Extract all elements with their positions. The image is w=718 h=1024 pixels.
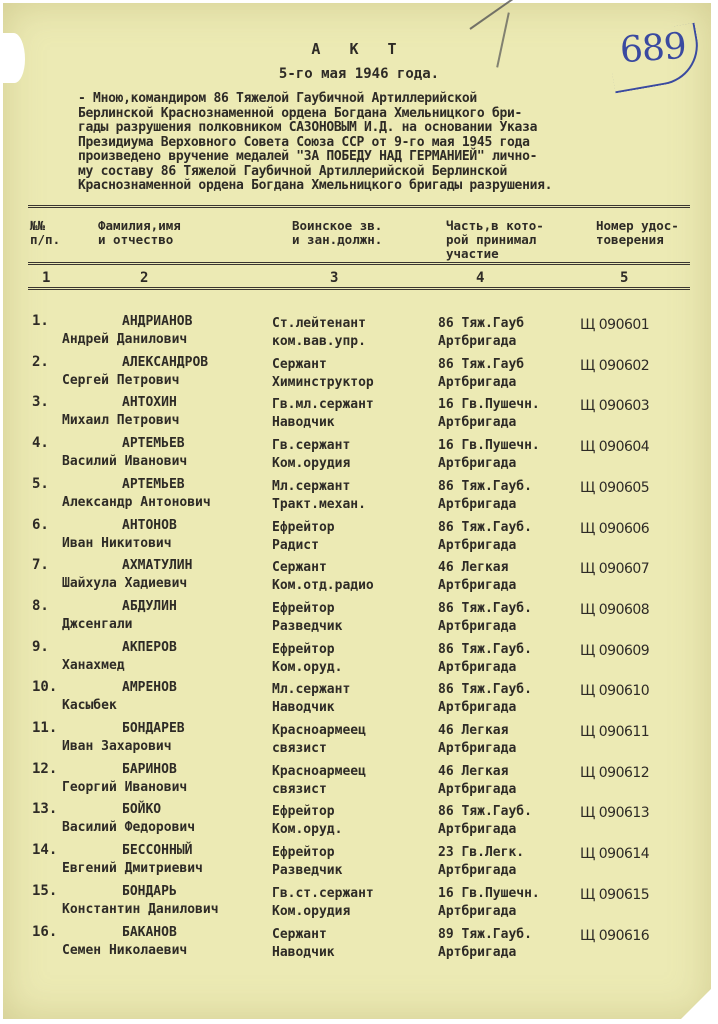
intro-line: произведено вручение медалей "ЗА ПОБЕДУ НАД ГЕРМАНИЕЙ" личнo- (78, 149, 538, 164)
position: Радист (272, 537, 319, 553)
archive-number: 689 (618, 25, 688, 72)
unit-name: 89 Тяж.Гауб. (438, 926, 532, 942)
surname: АБДУЛИН (122, 598, 177, 614)
first-and-patronymic-name: Шайхула Хадиевич (62, 576, 188, 592)
column-number: 4 (476, 270, 485, 286)
unit-name: 16 Гв.Пушечн. (438, 438, 540, 454)
first-and-patronymic-name: Сергей Петрович (62, 372, 180, 388)
intro-line: Берлинской Краснознаменной ордена Богдана Хмельницкого бри- (78, 105, 523, 121)
column-number: 1 (42, 270, 51, 286)
surname: АНТОНОВ (122, 517, 177, 533)
unit-type: Артбригада (438, 374, 517, 390)
position: ком.вав.упр. (272, 334, 366, 349)
table-row (0, 353, 718, 393)
military-rank: Мл.сержант (272, 478, 351, 494)
row-number: 12. (32, 760, 58, 777)
row-number: 15. (32, 882, 58, 899)
certificate-number: Щ 090609 (580, 642, 650, 659)
document-date: 5-го мая 1946 года. (278, 66, 440, 82)
first-and-patronymic-name: Александр Антонович (62, 494, 211, 510)
surname: АМРЕНОВ (122, 680, 177, 696)
certificate-number: Щ 090616 (580, 927, 650, 944)
header-number: №№ п/п. (30, 218, 61, 247)
military-rank: Красноармеец (272, 763, 366, 779)
military-rank: Сержант (272, 560, 327, 576)
surname: АЛЕКСАНДРОВ (122, 354, 209, 370)
first-and-patronymic-name: Василий Иванович (62, 454, 188, 470)
table-row (0, 393, 718, 433)
row-number: 8. (32, 597, 49, 614)
table-top-rule (28, 205, 690, 208)
certificate-number: Щ 090615 (580, 886, 650, 903)
position: связист (272, 741, 327, 756)
certificate-number: Щ 090611 (580, 724, 650, 740)
certificate-number: Щ 090612 (580, 764, 650, 781)
header-certificate: Номер удос- товерения (596, 218, 679, 247)
position: Наводчик (272, 415, 335, 431)
unit-name: 86 Тяж.Гауб. (438, 682, 532, 698)
unit-type: Артбригада (438, 456, 517, 472)
military-rank: Красноармеец (272, 723, 366, 738)
table-row (0, 678, 718, 718)
unit-name: 86 Тяж.Гауб. (438, 478, 532, 494)
paper-corner-fold (681, 989, 711, 1019)
unit-type: Артбригада (438, 334, 517, 349)
header-unit: Часть,в кото- рой принимал участие (446, 218, 544, 261)
certificate-number: Щ 090603 (580, 398, 650, 415)
unit-type: Артбригада (438, 700, 517, 716)
row-number: 1. (32, 313, 49, 329)
row-number: 14. (32, 842, 58, 859)
intro-line: Краснознаменной ордена Богдана Хмельницкого бригады разрушения. (78, 178, 553, 193)
header-rank: Воинское зв. и зан.должн. (292, 218, 383, 247)
first-and-patronymic-name: Джсенгали (62, 616, 133, 632)
military-rank: Ефрейтор (272, 641, 335, 657)
unit-name: 86 Тяж.Гауб. (438, 519, 532, 535)
surname: БАКАНОВ (122, 924, 177, 940)
table-row (0, 882, 718, 922)
row-number: 16. (32, 923, 58, 940)
column-number: 3 (330, 270, 339, 286)
military-rank: Сержант (272, 356, 327, 372)
first-and-patronymic-name: Михаил Петрович (62, 413, 180, 429)
unit-name: 46 Легкая (438, 560, 509, 576)
unit-type: Артбригада (438, 903, 517, 919)
column-number-rule (28, 287, 690, 290)
document-title: А К Т (311, 40, 407, 58)
unit-name: 86 Тяж.Гауб (438, 356, 525, 372)
unit-name: 23 Гв.Легк. (438, 845, 525, 861)
first-and-patronymic-name: Евгений Дмитриевич (62, 861, 203, 877)
unit-name: 86 Тяж.Гауб. (438, 804, 532, 820)
military-rank: Гв.ст.сержант (272, 885, 374, 901)
military-rank: Мл.сержант (272, 682, 351, 698)
row-number: 5. (32, 475, 49, 492)
row-number: 13. (32, 801, 58, 818)
row-number: 11. (32, 720, 58, 736)
table-row (0, 800, 718, 840)
position: Наводчик (272, 700, 335, 716)
surname: АНТОХИН (122, 395, 177, 411)
first-and-patronymic-name: Касыбек (62, 698, 117, 714)
unit-name: 16 Гв.Пушечн. (438, 885, 540, 901)
intro-line: - Мною,командиром 86 Тяжелой Гаубичной Артиллерийской (78, 91, 477, 106)
intro-line: гады разрушения полковником САЗОНОВЫМ И.Д. на основании Указа (78, 120, 538, 135)
first-and-patronymic-name: Ханахмед (62, 657, 125, 673)
unit-name: 46 Легкая (438, 723, 509, 738)
position: Ком.орудия (272, 456, 351, 472)
table-row (0, 597, 718, 637)
military-rank: Ефрейтор (272, 804, 335, 820)
row-number: 3. (32, 394, 49, 411)
surname: АНДРИАНОВ (122, 314, 193, 329)
row-number: 4. (32, 435, 49, 452)
first-and-patronymic-name: Василий Федорович (62, 820, 196, 836)
unit-name: 86 Тяж.Гауб (438, 316, 525, 331)
surname: АХМАТУЛИН (122, 558, 193, 574)
surname: АКПЕРОВ (122, 639, 177, 655)
military-rank: Ефрейтор (272, 845, 335, 861)
military-rank: Гв.сержант (272, 438, 351, 454)
row-number: 9. (32, 638, 49, 655)
certificate-number: Щ 090606 (580, 520, 650, 537)
table-row (0, 719, 718, 759)
row-number: 7. (32, 557, 49, 574)
table-row (0, 923, 718, 963)
position: Химинструктор (272, 374, 374, 390)
military-rank: Ефрейтор (272, 519, 335, 535)
row-number: 2. (32, 353, 49, 370)
unit-type: Артбригада (438, 944, 517, 960)
unit-type: Артбригада (438, 496, 517, 512)
header-name: Фамилия,имя и отчество (98, 218, 181, 247)
surname: БОНДАРЕВ (122, 721, 185, 736)
surname: АРТЕМЬЕВ (122, 476, 185, 492)
first-and-patronymic-name: Иван Захарович (62, 739, 172, 754)
first-and-patronymic-name: Семен Николаевич (62, 942, 188, 958)
certificate-number: Щ 090601 (580, 317, 650, 333)
column-number: 5 (620, 270, 629, 286)
first-and-patronymic-name: Георгий Иванович (62, 779, 188, 795)
intro-paragraph (78, 92, 690, 194)
certificate-number: Щ 090605 (580, 479, 650, 496)
certificate-number: Щ 090607 (580, 561, 650, 578)
surname: АРТЕМЬЕВ (122, 436, 185, 452)
certificate-number: Щ 090602 (580, 357, 650, 374)
unit-type: Артбригада (438, 415, 517, 431)
military-rank: Сержант (272, 926, 327, 942)
position: Ком.орудия (272, 903, 351, 919)
table-row (0, 312, 718, 352)
position: Разведчик (272, 618, 343, 634)
table-row (0, 475, 718, 515)
surname: БОЙКО (122, 802, 162, 818)
certificate-number: Щ 090604 (580, 439, 650, 456)
row-number: 10. (32, 679, 58, 696)
first-and-patronymic-name: Андрей Данилович (62, 332, 188, 347)
unit-type: Артбригада (438, 659, 517, 675)
first-and-patronymic-name: Константин Данилович (62, 901, 219, 917)
unit-name: 16 Гв.Пушечн. (438, 397, 540, 413)
certificate-number: Щ 090610 (580, 683, 650, 700)
unit-type: Артбригада (438, 578, 517, 594)
position: Тракт.механ. (272, 496, 366, 512)
position: Наводчик (272, 944, 335, 960)
unit-type: Артбригада (438, 781, 517, 797)
certificate-number: Щ 090613 (580, 805, 650, 822)
position: Ком.оруд. (272, 822, 343, 838)
certificate-number: Щ 090614 (580, 846, 650, 863)
table-row (0, 841, 718, 881)
table-row (0, 516, 718, 556)
intro-line: Президиума Верховного Совета Союза ССР от 9-го мая 1945 года (78, 134, 530, 150)
unit-type: Артбригада (438, 822, 517, 838)
unit-type: Артбригада (438, 537, 517, 553)
column-number: 2 (140, 270, 149, 286)
unit-name: 86 Тяж.Гауб. (438, 641, 532, 657)
military-rank: Ст.лейтенант (272, 316, 366, 331)
military-rank: Ефрейтор (272, 600, 335, 616)
surname: БЕССОННЫЙ (122, 843, 193, 859)
unit-type: Артбригада (438, 741, 517, 756)
unit-name: 46 Легкая (438, 763, 509, 779)
position: связист (272, 781, 327, 797)
table-row (0, 434, 718, 474)
position: Разведчик (272, 863, 343, 879)
table-row (0, 760, 718, 800)
intro-line: му составу 86 Тяжелой Гаубичной Артиллерийской Берлинской (78, 163, 508, 179)
row-number: 6. (32, 516, 49, 533)
first-and-patronymic-name: Иван Никитович (62, 535, 172, 551)
position: Ком.оруд. (272, 659, 343, 675)
position: Ком.отд.радио (272, 578, 374, 594)
table-row (0, 638, 718, 678)
surname: БАРИНОВ (122, 761, 177, 777)
table-row (0, 556, 718, 596)
certificate-number: Щ 090608 (580, 601, 650, 618)
unit-type: Артбригада (438, 618, 517, 634)
unit-name: 86 Тяж.Гауб. (438, 600, 532, 616)
military-rank: Гв.мл.сержант (272, 397, 374, 413)
header-rule (28, 262, 690, 265)
unit-type: Артбригада (438, 863, 517, 879)
surname: БОНДАРЬ (122, 883, 177, 899)
